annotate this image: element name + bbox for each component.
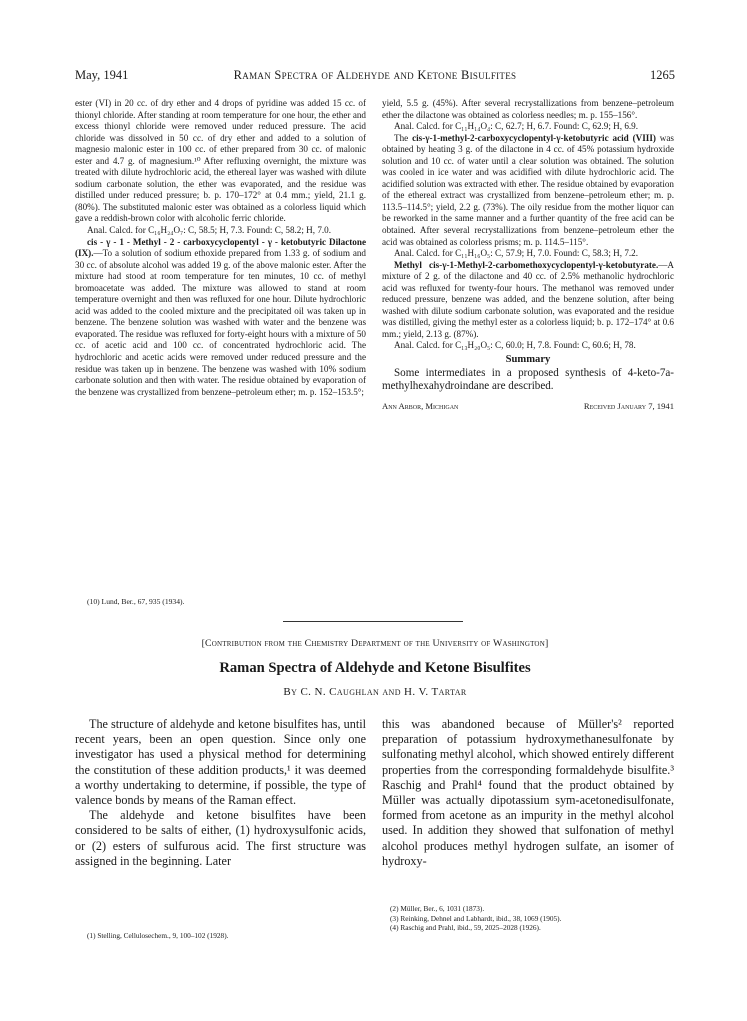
issue-date: May, 1941 xyxy=(75,68,129,82)
contribution-line: [Contribution from the Chemistry Department of the University of Washington] xyxy=(201,638,549,649)
footnote: (3) Reinking, Dehnel and Labhardt, ibid., 38, 1069 (1905). xyxy=(390,913,562,923)
summary-text: Some intermediates in a proposed synthesis of 4-keto-7a-methylhexahydroindane are described. xyxy=(382,367,674,393)
paragraph: yield, 5.5 g. (45%). After several recrystallizations from benzene–petroleum ether the dilactone was obtained as colorless needles; m. p. 155–156°. xyxy=(382,98,674,120)
received-date: Received January 7, 1941 xyxy=(583,400,674,411)
paragraph xyxy=(75,237,366,399)
lower-right-column xyxy=(382,717,674,869)
analysis-line: Anal. Calcd. for C₁₃H₂₀O₅: C, 60.0; H, 7.8. Found: C, 60.6; H, 78. xyxy=(394,340,636,351)
lower-left-column xyxy=(75,717,366,869)
section-divider xyxy=(283,621,463,622)
paragraph: this was abandoned because of Müller's² reported preparation of potassium hydroxymethanesulfonate by sulfonating methyl alcohol, which showed entirely different properties from the corresponding formaldehyde bisulfite.³ Raschig and Prahl⁴ found that the product obtained by Müller was actually dipotassium sym-acetonedisulfonate, formed from acetone as an impurity in the methyl alcohol used. In addition they showed that sulfonation of methyl alcohol produces methyl hydrogen sulfate, an isomer of hydroxy- xyxy=(382,717,674,868)
paragraph: The aldehyde and ketone bisulfites have been considered to be salts of either, (1) hydroxysulfonic acids, or (2) esters of sulfurous acid. The first structure was assigned in the beginning. Later xyxy=(75,808,366,868)
analysis-line: Anal. Calcd. for C₁₁H₁₄O₄: C, 62.7; H, 6.7. Found: C, 62.9; H, 6.9. xyxy=(394,121,639,132)
footnote: (1) Stelling, Cellulosechem., 9, 100–102 (1928). xyxy=(87,931,229,940)
paragraph xyxy=(382,133,674,248)
running-head xyxy=(75,68,675,84)
signature-line xyxy=(382,401,674,414)
footnote: (2) Müller, Ber., 6, 1031 (1873). xyxy=(390,904,485,913)
upper-left-column xyxy=(75,98,366,398)
upper-right-column xyxy=(382,98,674,414)
byline: By C. N. Caughlan and H. V. Tartar xyxy=(283,686,467,698)
paragraph-text: —A mixture of 2 g. of the dilactone and 40 cc. of 2.5% methanolic hydrochloric acid was refluxed for twenty-four hours. The methanol was removed under reduced pressure, benzene was added, and the benzene solution, after being washed with dilute sodium carbonate solution, was evaporated and the residue was distilled, giving the methyl ester as a colorless liquid; b. p. 172–174° at 0.6 mm.; yield, 2.13 g. (87%). xyxy=(382,259,674,339)
paragraph xyxy=(382,260,674,341)
paragraph: The structure of aldehyde and ketone bisulfites has, until recent years, been an open question. Since only one investigator has used a physical method for determining the constitution of these addition products,¹ it was deemed a worthy undertaking to determine, if possible, the type of valence bonds by means of the Raman effect. xyxy=(75,717,366,808)
summary-heading: Summary xyxy=(505,354,551,366)
article-title: Raman Spectra of Aldehyde and Ketone Bisulfites xyxy=(219,660,531,676)
compound-heading: cis - γ - 1 - Methyl - 2 - carboxycyclopentyl - γ - ketobutyric Dilactone (IX). xyxy=(75,236,366,259)
footnotes xyxy=(390,904,674,933)
compound-heading: cis-γ-1-methyl-2-carboxycyclopentyl-γ-ketobutyric acid (VIII) xyxy=(412,132,656,143)
paragraph-text: was obtained by heating 3 g. of the dilactone in 4 cc. of 45% potassium hydroxide solution and 10 cc. of water until a clear solution was obtained. The solution was cooled in ice water and was acidified with dilute hydrochloric acid. The acidified solution was extracted with ether. The residue obtained by evaporation of the ethereal extract was crystallized from benzene–petroleum ether; m. p. 113.5–114.5°; yield, 2.2 g. (73%). The oily residue from the mother liquor can be reworked in the same manner and a further quantity of the free acid can be obtained. After several recrystallizations from benzene–petroleum ether the acid was obtained as colorless prisms; m. p. 114.5–115°. xyxy=(382,132,674,247)
running-title: Raman Spectra of Aldehyde and Ketone Bisulfites xyxy=(233,68,517,82)
compound-heading: Methyl cis-γ-1-Methyl-2-carbomethoxycyclopentyl-γ-ketobutyrate. xyxy=(394,259,659,270)
paragraph-text: —To a solution of sodium ethoxide prepared from 1.33 g. of sodium and 30 cc. of absolute alcohol was added 19 g. of the above malonic ester. After the mixture had stood at room temperature for ten minutes, 10 cc. of methyl bromoacetate was added. The mixture was allowed to stand at room temperature overnight and then was refluxed for one hour. Dilute hydrochloric acid was added to the cooled mixture and the precipitated oil was taken up in benzene. The benzene solution was washed with water and the benzene was evaporated. The residue was refluxed for forty-eight hours with a mixture of 50 cc. of acetic acid and 100 cc. of concentrated hydrochloric acid. The hydrochloric and acetic acids were removed under reduced pressure and the residue was taken up in benzene. The benzene was washed with 10% sodium carbonate solution and then with water. The residue obtained by evaporation of the benzene was crystallized from benzene–petroleum ether; m. p. 152–153.5°; xyxy=(75,248,366,397)
footnote: (4) Raschig and Prahl, ibid., 59, 2025–2028 (1926). xyxy=(390,923,541,932)
analysis-line: Anal. Calcd. for C₁₁H₁₆O₅: C, 57.9; H, 7.0. Found: C, 58.3; H, 7.2. xyxy=(394,248,639,259)
footnote: (10) Lund, Ber., 67, 935 (1934). xyxy=(87,597,185,606)
paragraph: ester (VI) in 20 cc. of dry ether and 4 drops of pyridine was added 15 cc. of thionyl chloride. After standing at room temperature for one hour, the ether and excess thionyl chloride were removed under reduced pressure. The acid chloride was dissolved in 50 cc. of dry ether and added to a solution of magnesio malonic ester in 100 cc. of ether prepared from 30 cc. of malonic ester and 4.7 g. of magnesium.¹⁰ After refluxing overnight, the mixture was treated with dilute hydrochloric acid, the ethereal layer was washed with dilute sodium carbonate solution, the ether was evaporated, and the residue was distilled under reduced pressure; b. p. 170–172° at 0.4 mm.; yield, 21.1 g. (80%). The substituted malonic ester was obtained as a colorless liquid which gave a reddish-brown color with alcoholic ferric chloride. xyxy=(75,98,366,224)
location: Ann Arbor, Michigan xyxy=(382,400,459,411)
page-number: 1265 xyxy=(650,68,675,82)
paragraph-text: The xyxy=(394,132,413,143)
analysis-line: Anal. Calcd. for C₁₆H₂₄O₇: C, 58.5; H, 7.3. Found: C, 58.2; H, 7.0. xyxy=(87,225,332,236)
